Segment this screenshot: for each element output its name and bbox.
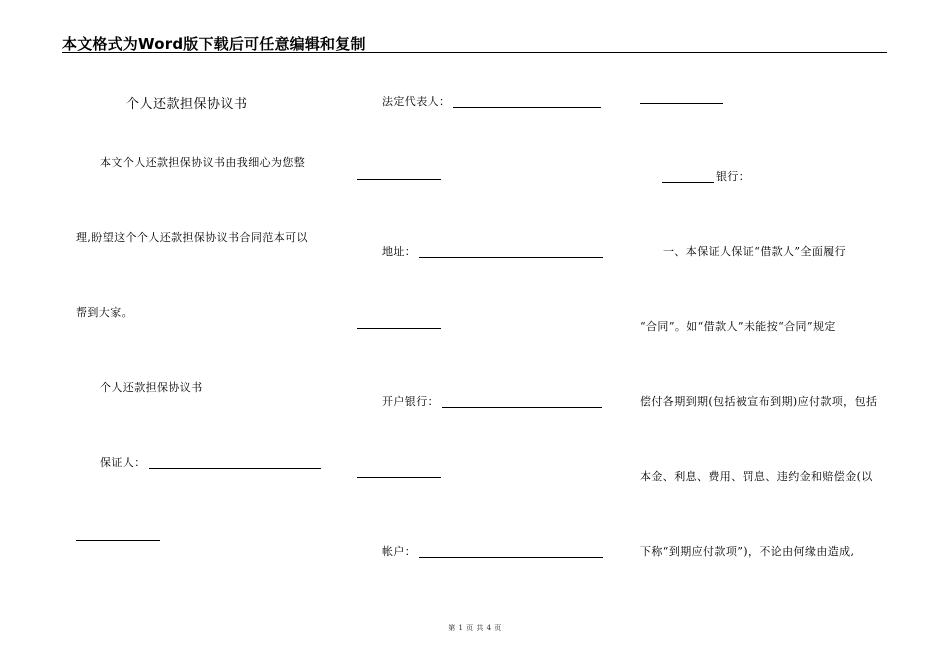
legal-rep-label: 法定代表人： <box>382 95 451 108</box>
bank-blank-continuation <box>357 477 441 478</box>
legal-rep-field <box>382 93 601 109</box>
legal-rep-blank <box>453 96 601 108</box>
guarantor-blank <box>149 457 321 469</box>
account-field <box>382 543 603 559</box>
clause-line-1: 一、本保证人保证“借款人”全面履行 <box>663 245 847 258</box>
creditor-bank-field <box>662 168 750 184</box>
clause-line-5: 下称“到期应付款项”)，不论由何缘由造成, <box>640 545 855 558</box>
bank-label: 开户银行： <box>382 395 439 408</box>
intro-line-2: 理,盼望这个个人还款担保协议书合同范本可以 <box>76 231 308 244</box>
address-blank <box>419 246 603 258</box>
intro-line-1: 本文个人还款担保协议书由我细心为您整 <box>100 156 306 169</box>
address-blank-continuation <box>357 328 441 329</box>
guarantor-blank-continuation <box>76 540 160 541</box>
clause-line-2: “合同”。如“借款人”未能按“合同”规定 <box>640 320 836 333</box>
account-label: 帐户： <box>382 545 417 558</box>
account-blank <box>419 546 603 558</box>
clause-line-4: 本金、利息、费用、罚息、违约金和赔偿金(以 <box>640 470 873 483</box>
document-header: 本文格式为Word版下载后可任意编辑和复制 <box>62 35 366 53</box>
account-blank-continuation <box>640 103 723 104</box>
guarantor-label: 保证人： <box>100 456 146 469</box>
address-field <box>382 243 603 259</box>
address-label: 地址： <box>382 245 417 258</box>
header-rule <box>62 52 887 53</box>
guarantor-field <box>100 454 321 470</box>
bank-field <box>382 393 602 409</box>
legal-rep-blank-continuation <box>357 179 441 180</box>
clause-line-3: 偿付各期到期(包括被宣布到期)应付款项，包括 <box>640 395 878 408</box>
creditor-bank-blank <box>662 171 714 183</box>
document-title: 个人还款担保协议书 <box>126 97 248 112</box>
creditor-bank-label: 银行： <box>716 170 751 183</box>
intro-line-3: 帮到大家。 <box>76 306 133 319</box>
agreement-subtitle: 个人还款担保协议书 <box>100 381 203 394</box>
page-number: 第 1 页 共 4 页 <box>448 624 502 632</box>
bank-blank <box>442 396 602 408</box>
